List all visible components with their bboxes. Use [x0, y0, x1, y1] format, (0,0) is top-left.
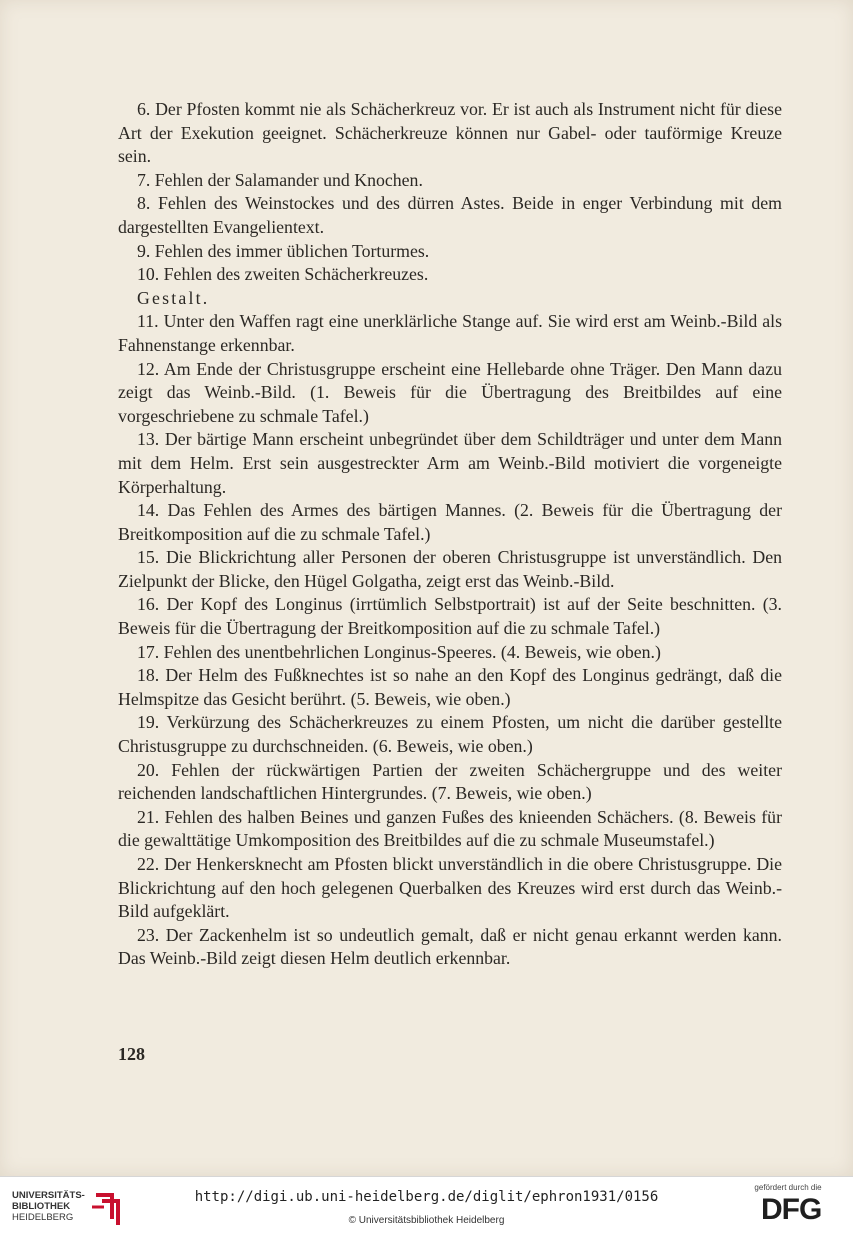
paragraph-15: 15. Die Blickrichtung aller Personen der oberen Christusgruppe ist unverständlich. Den Zielpunkt der Blicke, den Hügel Golgatha, zeigt erst das Weinb.-Bild. — [118, 547, 782, 591]
paragraph-9: 9. Fehlen des immer üblichen Torturmes. — [137, 240, 430, 261]
dfg-logo[interactable] — [757, 1193, 839, 1227]
paragraph-14: 14. Das Fehlen des Armes des bärtigen Mannes. (2. Beweis für die Übertragung der Breitkomposition auf die zu schmale Tafel.) — [118, 500, 782, 544]
paragraph-18: 18. Der Helm des Fußknechtes ist so nahe an den Kopf des Longinus gedrängt, daß die Helmspitze das Gesicht berührt. (5. Beweis, wie oben.) — [118, 665, 782, 709]
dfg-wordmark: DFG — [761, 1193, 822, 1226]
paragraph-10: 10. Fehlen des zweiten Schächerkreuzes. — [137, 264, 429, 285]
paragraph-16: 16. Der Kopf des Longinus (irrtümlich Selbstportrait) ist auf der Seite beschnitten. (3. Beweis für die Übertragung der Breitkomposition auf die zu schmale Tafel.) — [118, 594, 782, 639]
permalink-url[interactable]: http://digi.ub.uni-heidelberg.de/diglit/ephron1931/0156 — [194, 1189, 659, 1205]
paragraph-19: 19. Verkürzung des Schächerkreuzes zu einem Pfosten, um nicht die darüber gestellte Christusgruppe zu durchschneiden. (6. Beweis, wie oben.) — [118, 712, 782, 757]
funding-note: gefördert durch die — [754, 1183, 822, 1192]
page-number: 128 — [118, 1044, 145, 1064]
paragraph-23: 23. Der Zackenhelm ist so undeutlich gemalt, daß er nicht genau erkannt werden kann. Das Weinb.-Bild zeigt diesen Helm deutlich erkennbar. — [118, 924, 782, 969]
section-heading-gestalt: Gestalt. — [137, 287, 210, 308]
logo-line-3: HEIDELBERG — [12, 1212, 74, 1223]
paragraph-7: 7. Fehlen der Salamander und Knochen. — [137, 169, 423, 190]
paragraph-20: 20. Fehlen der rückwärtigen Partien der zweiten Schächergruppe und des weiter reichenden landschaftlichen Hintergrundes. (7. Beweis, wie oben.) — [118, 759, 782, 804]
page-text — [118, 98, 782, 971]
viewer-footer — [0, 1176, 853, 1237]
paragraph-22: 22. Der Henkersknecht am Pfosten blickt unverständlich in die obere Christusgruppe. Die Blickrichtung auf den hoch gelegenen Querbalken des Kreuzes wird erst durch das Weinb.-Bild aufgeklärt. — [118, 854, 782, 922]
logo-line-2: BIBLIOTHEK — [12, 1201, 71, 1212]
paragraph-12: 12. Am Ende der Christusgruppe erscheint eine Hellebarde ohne Träger. Den Mann dazu zeigt das Weinb.-Bild. (1. Beweis für die Übertragung des Breitbildes auf eine vorgeschriebene zu schmale Tafel.) — [118, 358, 782, 426]
paragraph-17: 17. Fehlen des unentbehrlichen Longinus-Speeres. (4. Beweis, wie oben.) — [137, 641, 661, 662]
paragraph-8: 8. Fehlen des Weinstockes und des dürren Astes. Beide in enger Verbindung mit dem dargestellten Evangelientext. — [118, 193, 782, 237]
paragraph-13: 13. Der bärtige Mann erscheint unbegründet über dem Schildträger und unter dem Mann mit dem Helm. Erst sein ausgestreckter Arm am Weinb.-Bild motiviert die vorgeneigte Körperhaltung. — [118, 429, 782, 497]
paragraph-11: 11. Unter den Waffen ragt eine unerklärliche Stange auf. Sie wird erst am Weinb.-Bild als Fahnenstange erkennbar. — [118, 311, 782, 355]
paragraph-21: 21. Fehlen des halben Beines und ganzen Fußes des knieenden Schächers. (8. Beweis für die gewalttätige Umkomposition des Breitbildes auf die zu schmale Museumstafel.) — [118, 806, 782, 851]
paragraph-6: 6. Der Pfosten kommt nie als Schächerkreuz vor. Er ist auch als Instrument nicht für diese Art der Exekution geeignet. Schächerkreuze können nur Gabel- oder tauförmige Kreuze sein. — [118, 99, 782, 167]
logo-line-1: UNIVERSITÄTS- — [12, 1190, 85, 1201]
copyright-notice: © Universitätsbibliothek Heidelberg — [348, 1215, 505, 1226]
